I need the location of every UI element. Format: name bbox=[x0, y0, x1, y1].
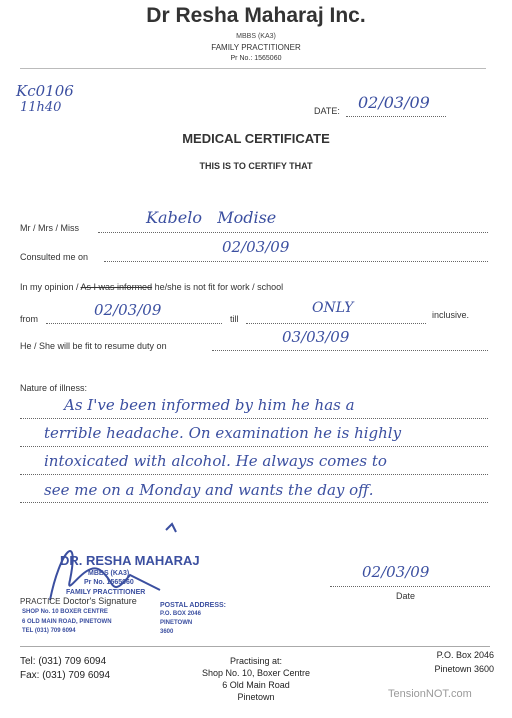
footer-practising: Practising at: bbox=[229, 656, 283, 666]
date-value: 02/03/09 bbox=[358, 93, 430, 112]
resume-line bbox=[212, 350, 488, 351]
footer-rule bbox=[20, 646, 490, 647]
practice-no: Pr No.: 1565060 bbox=[230, 55, 282, 62]
practice-word: PRACTICE bbox=[20, 597, 61, 606]
sign-date-line bbox=[330, 586, 490, 587]
handwritten-ref: Kc0106 bbox=[16, 82, 74, 100]
consulted-line bbox=[104, 261, 488, 262]
stamp-postal-label: POSTAL ADDRESS: bbox=[160, 602, 226, 609]
from-label: from bbox=[20, 314, 38, 324]
practice-label bbox=[20, 596, 137, 606]
date-label: DATE: bbox=[314, 106, 340, 116]
qualification: MBBS (KA3) bbox=[236, 33, 276, 40]
from-date: 02/03/09 bbox=[94, 301, 162, 319]
illness-label: Nature of illness: bbox=[20, 383, 88, 393]
sign-date-value: 02/03/09 bbox=[362, 563, 430, 581]
consulted-label: Consulted me on bbox=[20, 252, 89, 262]
stamp-prno: Pr No. 1565060 bbox=[84, 579, 134, 586]
stamp-role: FAMILY PRACTITIONER bbox=[66, 589, 146, 596]
illness-text-1: terrible headache. On examination he is highly bbox=[44, 424, 402, 442]
illness-line-1 bbox=[20, 446, 488, 447]
till-label: till bbox=[230, 314, 239, 324]
role: FAMILY PRACTITIONER bbox=[211, 43, 301, 52]
footer-addr2: 6 Old Main Road bbox=[222, 680, 290, 690]
name-label: Mr / Mrs / Miss bbox=[20, 223, 79, 233]
opinion-suffix: he/she is not fit for work / school bbox=[154, 282, 284, 292]
certificate-title: MEDICAL CERTIFICATE bbox=[182, 131, 330, 146]
sign-date-label: Date bbox=[396, 591, 416, 601]
till-line bbox=[246, 323, 426, 324]
company-name: Dr Resha Maharaj Inc. bbox=[146, 4, 366, 27]
stamp-postal2: PINETOWN bbox=[160, 620, 193, 626]
watermark: TensionNOT.com bbox=[388, 688, 472, 700]
stamp-postal1: P.O. BOX 2046 bbox=[160, 611, 201, 617]
illness-text-3: see me on a Monday and wants the day off. bbox=[44, 481, 374, 499]
inclusive-label: inclusive. bbox=[432, 310, 470, 320]
stamp-postal3: 3600 bbox=[160, 629, 174, 635]
illness-line-3 bbox=[20, 502, 488, 503]
till-value: ONLY bbox=[312, 300, 354, 316]
stamp-addr1: SHOP No. 10 BOXER CENTRE bbox=[22, 609, 108, 615]
footer-box: P.O. Box 2046 bbox=[436, 650, 494, 660]
opinion-prefix: In my opinion / bbox=[20, 282, 79, 292]
handwritten-time: 11h40 bbox=[20, 100, 62, 115]
resume-date: 03/03/09 bbox=[282, 328, 350, 346]
doctors-signature-label: Doctor's Signature bbox=[62, 596, 137, 606]
resume-label: He / She will be fit to resume duty on bbox=[20, 341, 167, 351]
stamp-name: DR. RESHA MAHARAJ bbox=[60, 553, 200, 568]
footer-tel: Tel: (031) 709 6094 bbox=[20, 656, 107, 667]
footer-addr3: Pinetown bbox=[237, 692, 275, 702]
stamp-tel: TEL (031) 709 6094 bbox=[22, 628, 76, 634]
certificate-subtitle: THIS IS TO CERTIFY THAT bbox=[199, 161, 313, 171]
date-line bbox=[346, 116, 446, 117]
illness-line-2 bbox=[20, 474, 488, 475]
opinion-informed: As I was informed bbox=[80, 282, 153, 292]
opinion-text bbox=[20, 282, 283, 292]
from-line bbox=[46, 323, 222, 324]
illness-line-0 bbox=[20, 418, 488, 419]
patient-name: Kabelo Modise bbox=[146, 208, 277, 227]
stamp-qual: MBBS (KA3) bbox=[88, 570, 130, 577]
illness-text-2: intoxicated with alcohol. He always comes to bbox=[44, 452, 387, 470]
footer-town: Pinetown 3600 bbox=[434, 664, 494, 674]
consulted-date: 02/03/09 bbox=[222, 238, 290, 256]
stamp-addr2: 6 OLD MAIN ROAD, PINETOWN bbox=[22, 619, 112, 625]
illness-text-0: As I've been informed by him he has a bbox=[64, 396, 355, 414]
footer-fax: Fax: (031) 709 6094 bbox=[20, 670, 111, 681]
footer-addr1: Shop No. 10, Boxer Centre bbox=[201, 668, 311, 678]
name-line bbox=[98, 232, 488, 233]
header-rule bbox=[20, 68, 486, 69]
